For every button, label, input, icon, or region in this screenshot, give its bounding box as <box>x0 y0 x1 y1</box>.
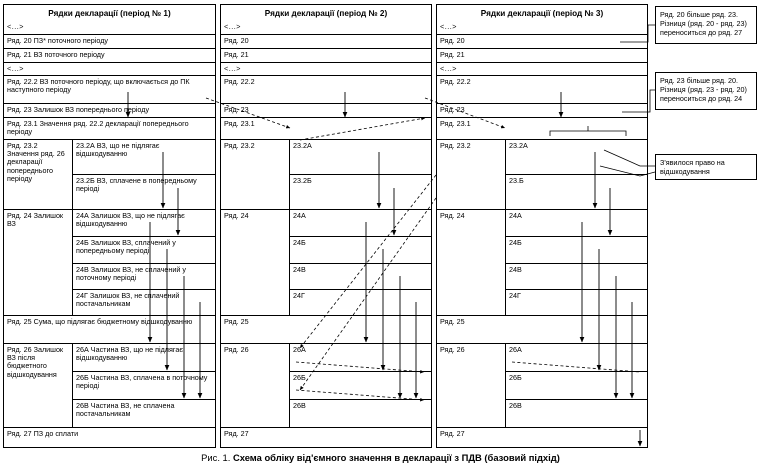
p1-row-24: Ряд. 24 Залишок ВЗ <box>4 210 72 316</box>
p3-row-24: Ряд. 24 <box>437 210 505 316</box>
p1-row-23-2a: 23.2А ВЗ, що не підлягає відшкодуванню <box>72 140 215 175</box>
p2-row-24v: 24В <box>289 264 431 290</box>
p3-row-21: Ряд. 21 <box>437 49 647 63</box>
p2-row-20: Ряд. 20 <box>221 35 431 49</box>
p1-row-24b: 24Б Залишок ВЗ, сплачений у попередньому періоді <box>72 237 215 264</box>
p1-row-26a: 26А Частина ВЗ, що не підлягає відшкодуванню <box>72 344 215 372</box>
p3-row-26a: 26А <box>505 344 647 372</box>
p2-row-23-2: Ряд. 23.2 <box>221 140 289 210</box>
p3-row-dots-2: <...> <box>437 63 647 76</box>
p1-row-24v: 24В Залишок ВЗ, не сплачений у поточному періоді <box>72 264 215 290</box>
p3-row-24v: 24В <box>505 264 647 290</box>
p2-row-26v: 26В <box>289 400 431 428</box>
p1-row-22-2: Ряд. 22.2 ВЗ поточного періоду, що включається до ПК наступного періоду <box>4 76 215 104</box>
p2-row-23-2b: 23.2Б <box>289 175 431 210</box>
p3-row-23: Ряд. 23 <box>437 104 647 118</box>
p3-row-24b: 24Б <box>505 237 647 264</box>
callout-1: Ряд. 20 більше ряд. 23. Різниця (ряд. 20 - ряд. 23) переноситься до ряд. 27 <box>655 6 757 44</box>
p1-row-26: Ряд. 26 Залишок ВЗ після бюджетного відшкодування <box>4 344 72 428</box>
p2-row-26b: 26Б <box>289 372 431 400</box>
p1-row-27: Ряд. 27 ПЗ до сплати <box>4 428 215 447</box>
p2-row-dots-2: <...> <box>221 63 431 76</box>
p1-row-23-2: Ряд. 23.2 Значення ряд. 26 декларації попереднього періоду <box>4 140 72 210</box>
p2-row-27: Ряд. 27 <box>221 428 431 447</box>
p3-row-24g: 24Г <box>505 290 647 316</box>
p2-row-24: Ряд. 24 <box>221 210 289 316</box>
p1-row-0: <...> <box>4 21 215 35</box>
figure-caption <box>0 452 761 463</box>
p2-row-24g: 24Г <box>289 290 431 316</box>
p2-row-0: <...> <box>221 21 431 35</box>
p1-row-24a: 24А Залишок ВЗ, що не підлягає відшкодуванню <box>72 210 215 237</box>
p3-row-23-2a: 23.2А <box>505 140 647 175</box>
p3-row-22-2: Ряд. 22.2 <box>437 76 647 104</box>
p1-row-23: Ряд. 23 Залишок ВЗ попереднього періоду <box>4 104 215 118</box>
p2-row-21: Ряд. 21 <box>221 49 431 63</box>
panel-2-title: Рядки декларації (період № 2) <box>221 5 431 22</box>
p3-row-27: Ряд. 27 <box>437 428 647 447</box>
p3-row-20: Ряд. 20 <box>437 35 647 49</box>
p1-row-26v: 26В Частина ВЗ, не сплачена постачальникам <box>72 400 215 428</box>
p2-row-26: Ряд. 26 <box>221 344 289 428</box>
p3-row-25: Ряд. 25 <box>437 316 647 344</box>
p3-row-24a: 24А <box>505 210 647 237</box>
p3-row-23-1: Ряд. 23.1 <box>437 118 647 140</box>
p1-row-dots-2: <...> <box>4 63 215 76</box>
p3-row-26: Ряд. 26 <box>437 344 505 428</box>
p3-row-0: <...> <box>437 21 647 35</box>
p2-row-24a: 24А <box>289 210 431 237</box>
p1-row-25: Ряд. 25 Сума, що підлягає бюджетному відшкодуванню <box>4 316 215 344</box>
p1-row-24g: 24Г Залишок ВЗ, не сплачений постачальникам <box>72 290 215 316</box>
callout-3: З'явилося право на відшкодування <box>655 154 757 180</box>
p2-row-23: Ряд. 23 <box>221 104 431 118</box>
p2-row-25: Ряд. 25 <box>221 316 431 344</box>
caption-title: Схема обліку від'ємного значення в декларації з ПДВ (базовий підхід) <box>232 452 560 463</box>
p3-row-23-2: Ряд. 23.2 <box>437 140 505 210</box>
p2-row-26a: 26А <box>289 344 431 372</box>
panel-3-title: Рядки декларації (період № 3) <box>437 5 647 22</box>
p2-row-24b: 24Б <box>289 237 431 264</box>
p1-row-23-1: Ряд. 23.1 Значення ряд. 22.2 декларації попереднього періоду <box>4 118 215 140</box>
p3-row-23-2b: 23.Б <box>505 175 647 210</box>
p1-row-26b: 26Б Частина ВЗ, сплачена в поточному періоді <box>72 372 215 400</box>
p2-row-23-2a: 23.2А <box>289 140 431 175</box>
p1-row-21: Ряд. 21 ВЗ поточного періоду <box>4 49 215 63</box>
callout-2: Ряд. 23 більше ряд. 20. Різниця (ряд. 23 - ряд. 20) переноситься до ряд. 24 <box>655 72 757 110</box>
p1-row-23-2b: 23.2Б ВЗ, сплачене в попередньому періоді <box>72 175 215 210</box>
p3-row-26v: 26В <box>505 400 647 428</box>
p1-row-20: Ряд. 20 ПЗ* поточного періоду <box>4 35 215 49</box>
caption-lead: Рис. 1. <box>201 452 233 463</box>
panel-1-title: Рядки декларації (період № 1) <box>4 5 215 22</box>
p2-row-23-1: Ряд. 23.1 <box>221 118 431 140</box>
p3-row-26b: 26Б <box>505 372 647 400</box>
p2-row-22-2: Ряд. 22.2 <box>221 76 431 104</box>
